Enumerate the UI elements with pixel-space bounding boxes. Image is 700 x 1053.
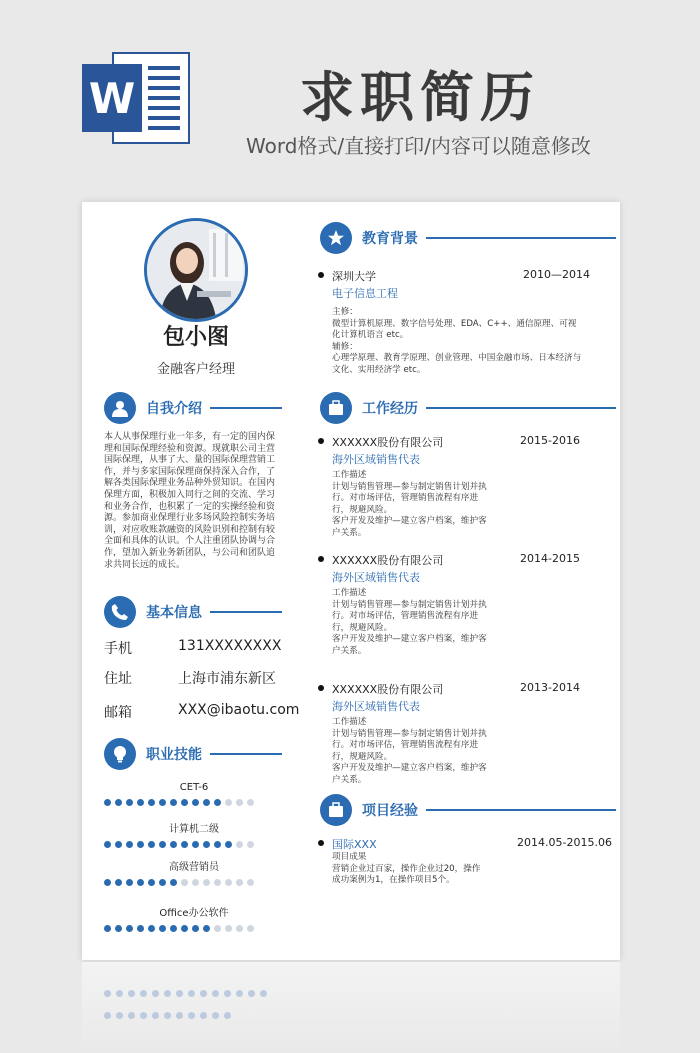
bullet xyxy=(318,685,324,691)
skill-item xyxy=(104,820,284,848)
skill-dot xyxy=(192,879,199,886)
email-label: 邮箱 xyxy=(104,705,132,721)
skill-dot xyxy=(115,879,122,886)
skill-level xyxy=(104,879,284,886)
section-projects xyxy=(320,794,616,826)
word-logo-icon xyxy=(82,52,190,144)
phone-row xyxy=(104,638,282,658)
section-title: 教育背景 xyxy=(362,231,418,247)
section-rule xyxy=(210,753,282,755)
section-education xyxy=(320,222,616,254)
work-date: 2014-2015 xyxy=(520,552,580,565)
skill-dot xyxy=(214,841,221,848)
section-self-intro xyxy=(104,392,282,424)
bullet xyxy=(318,840,324,846)
skill-dot xyxy=(148,799,155,806)
skill-dot xyxy=(225,879,232,886)
section-rule xyxy=(210,611,282,613)
section-title: 项目经验 xyxy=(362,803,418,819)
skill-name: CET-6 xyxy=(179,782,209,793)
skill-dot xyxy=(247,925,254,932)
section-title: 工作经历 xyxy=(362,401,418,417)
skill-dot xyxy=(159,841,166,848)
address-label: 住址 xyxy=(104,671,132,687)
skill-dot xyxy=(137,879,144,886)
briefcase-icon xyxy=(320,392,352,424)
bullet xyxy=(318,438,324,444)
skill-dot xyxy=(104,841,111,848)
banner-subtitle: Word格式/直接打印/内容可以随意修改 xyxy=(246,134,591,158)
position: 海外区域销售代表 xyxy=(332,571,420,584)
skill-dot xyxy=(126,925,133,932)
word-logo-letter: W xyxy=(82,64,142,132)
skill-dot xyxy=(148,879,155,886)
skill-dot xyxy=(192,841,199,848)
skill-dot xyxy=(104,879,111,886)
skill-item xyxy=(104,782,284,806)
skill-dot xyxy=(170,925,177,932)
section-title: 基本信息 xyxy=(146,605,202,621)
skill-dot xyxy=(181,841,188,848)
project-date: 2014.05-2015.06 xyxy=(517,836,612,849)
person-icon xyxy=(104,392,136,424)
skill-dot xyxy=(236,799,243,806)
skill-dot xyxy=(159,799,166,806)
section-work xyxy=(320,392,616,424)
section-rule xyxy=(426,237,616,239)
lightbulb-icon xyxy=(104,738,136,770)
skill-dot xyxy=(137,841,144,848)
skill-dot xyxy=(203,879,210,886)
section-skills xyxy=(104,738,282,770)
skill-dot xyxy=(170,879,177,886)
work-desc: 工作描述 计划与销售管理—参与制定销售计划并执行。对市场评估，管理销售流程有序进行，规避风险。 客户开发及维护—建立客户档案，维护客户关系。 xyxy=(332,717,487,785)
skill-dot xyxy=(181,925,188,932)
candidate-job-title: 金融客户经理 xyxy=(156,362,235,377)
skill-dot xyxy=(126,841,133,848)
skill-level xyxy=(104,799,284,806)
skill-name: 计算机二级 xyxy=(169,824,219,835)
skill-dot xyxy=(214,925,221,932)
work-entry xyxy=(332,434,612,539)
skill-dot xyxy=(115,799,122,806)
skill-dot xyxy=(247,841,254,848)
skill-dot xyxy=(137,925,144,932)
bullet xyxy=(318,556,324,562)
work-desc: 工作描述 计划与销售管理—参与制定销售计划并执行。对市场评估，管理销售流程有序进行，规避风险。 客户开发及维护—建立客户档案，维护客户关系。 xyxy=(332,588,487,656)
skill-dot xyxy=(126,799,133,806)
skill-dot xyxy=(236,879,243,886)
skill-dot xyxy=(148,925,155,932)
address-value: 上海市浦东新区 xyxy=(178,671,276,687)
major: 电子信息工程 xyxy=(332,287,398,300)
work-entry xyxy=(332,681,612,786)
skill-dot xyxy=(115,841,122,848)
education-desc: 主修： 微型计算机原理、数字信号处理、EDA、C++、通信原理、可视化计算机语言 etc。 辅修： 心理学原理、教育学原理、创业管理、中国金融市场、日本经济与文化、实用经济学 etc。 xyxy=(332,307,582,375)
section-rule xyxy=(426,809,616,811)
skill-dot xyxy=(126,879,133,886)
section-title: 自我介绍 xyxy=(146,401,202,417)
candidate-name: 包小图 xyxy=(162,325,229,350)
skill-dot xyxy=(181,879,188,886)
skill-level xyxy=(104,925,284,932)
section-rule xyxy=(210,407,282,409)
skill-dot xyxy=(192,925,199,932)
skill-dot xyxy=(170,841,177,848)
company-name: XXXXXX股份有限公司 xyxy=(332,554,444,567)
skill-dot xyxy=(192,799,199,806)
email-value: XXX@ibaotu.com xyxy=(178,702,300,718)
skill-dot xyxy=(247,799,254,806)
education-entry xyxy=(332,268,612,376)
skill-dot xyxy=(236,925,243,932)
company-name: XXXXXX股份有限公司 xyxy=(332,436,444,449)
section-rule xyxy=(426,407,616,409)
skill-dot xyxy=(203,841,210,848)
star-icon xyxy=(320,222,352,254)
phone-icon xyxy=(104,596,136,628)
skill-dot xyxy=(137,799,144,806)
skill-dot xyxy=(247,879,254,886)
avatar xyxy=(144,218,248,322)
skill-dot xyxy=(225,925,232,932)
work-entry xyxy=(332,552,612,657)
skill-dot xyxy=(225,841,232,848)
school-name: 深圳大学 xyxy=(332,270,376,283)
skill-dot xyxy=(170,799,177,806)
section-title: 职业技能 xyxy=(146,747,202,763)
education-date: 2010—2014 xyxy=(523,268,590,281)
skill-dot xyxy=(159,879,166,886)
skill-dot xyxy=(159,925,166,932)
phone-label: 手机 xyxy=(104,641,132,657)
section-basic-info xyxy=(104,596,282,628)
skill-dot xyxy=(236,841,243,848)
skill-dot xyxy=(104,925,111,932)
work-date: 2015-2016 xyxy=(520,434,580,447)
work-desc: 工作描述 计划与销售管理—参与制定销售计划并执行。对市场评估，管理销售流程有序进行，规避风险。 客户开发及维护—建立客户档案，维护客户关系。 xyxy=(332,470,487,538)
skill-dot xyxy=(203,799,210,806)
skill-dot xyxy=(214,879,221,886)
project-name: 国际XXX xyxy=(332,838,377,851)
skill-dot xyxy=(225,799,232,806)
banner-title: 求职简历 xyxy=(300,66,540,129)
skill-dot xyxy=(104,799,111,806)
skill-dot xyxy=(203,925,210,932)
phone-value: 131XXXXXXXX xyxy=(178,638,282,654)
skill-dot xyxy=(181,799,188,806)
bag-icon xyxy=(320,794,352,826)
skill-dot xyxy=(148,841,155,848)
address-row xyxy=(104,668,276,688)
project-entry xyxy=(332,836,612,887)
skill-item xyxy=(104,858,284,886)
skill-item xyxy=(104,904,284,932)
bullet xyxy=(318,272,324,278)
skill-name: Office办公软件 xyxy=(159,908,229,919)
page-reflection xyxy=(82,962,620,1053)
position: 海外区域销售代表 xyxy=(332,700,420,713)
self-intro-text: 本人从事保理行业一年多，有一定的国内保理和国际保理经验和资源。现就职公司主营国际保理，从事了大、量的国际保理营销工作，并与多家国际保理商保持深入合作，了解各类国际保理业务品种外贸知识。在国内保理方面，积极加入同行之间的交流、学习和业务合作，也积累了一定的实操经验和资源。参加商业保理行业多场风险控制实务培训，对应收账款融资的风险识别和控制有较全面和具体的认识。个人注重团队协调与合作，望加入新业务新团队，与公司和团队追求共同长远的成长。 xyxy=(104,432,276,570)
position: 海外区域销售代表 xyxy=(332,453,420,466)
skill-level xyxy=(104,841,284,848)
email-row xyxy=(104,702,300,722)
project-desc: 项目成果 营销企业过百家，操作企业过20，操作成功案例为1，在操作项目5个。 xyxy=(332,852,481,885)
resume-page xyxy=(82,202,620,960)
work-date: 2013-2014 xyxy=(520,681,580,694)
skill-dot xyxy=(115,925,122,932)
banner xyxy=(0,0,700,200)
skill-name: 高级营销员 xyxy=(169,862,219,873)
skill-dot xyxy=(214,799,221,806)
company-name: XXXXXX股份有限公司 xyxy=(332,683,444,696)
